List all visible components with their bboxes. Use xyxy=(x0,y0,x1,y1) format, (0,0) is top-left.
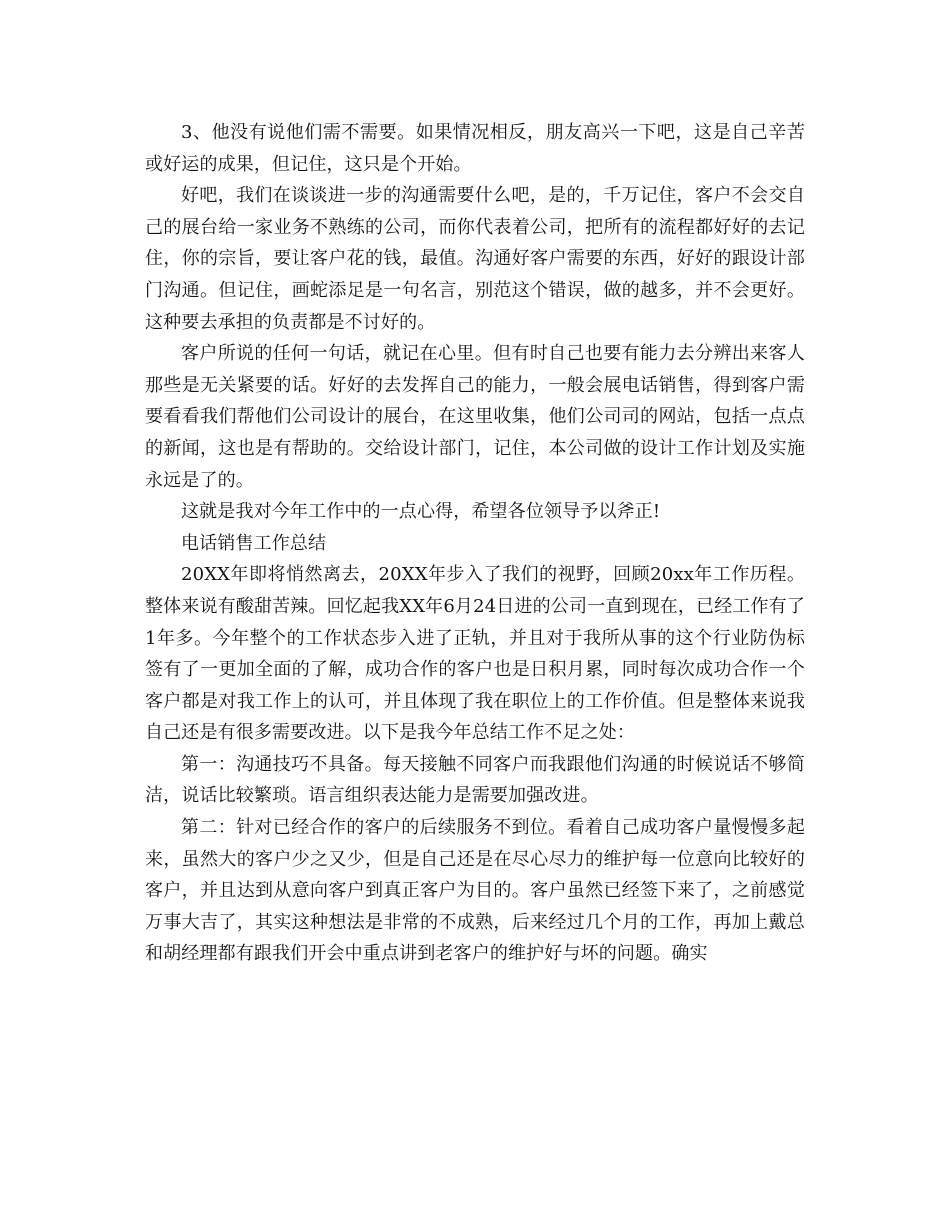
paragraph-5: 20XX年即将悄然离去，20XX年步入了我们的视野，回顾20xx年工作历程。整体来说有酸甜苦辣。回忆起我XX年6月24日进的公司一直到现在，已经工作有了1年多。今年整个的工作状态步入进了正轨，并且对于我所从事的这个行业防伪标签有了一更加全面的了解，成功合作的客户也是日积月累，同时每次成功合作一个客户都是对我工作上的认可，并且体现了我在职位上的工作价值。但是整体来说我自己还是有很多需要改进。以下是我今年总结工作不足之处： xyxy=(145,564,805,744)
paragraph-2: 好吧，我们在谈谈进一步的沟通需要什么吧，是的，千万记住，客户不会交自己的展台给一家业务不熟练的公司，而你代表着公司，把所有的流程都好好的去记住，你的宗旨，要让客户花的钱，最值。沟通好客户需要的东西，好好的跟设计部门沟通。但记住，画蛇添足是一句名言，别范这个错误，做的越多，并不会更好。这种要去承担的负责都是不讨好的。 xyxy=(145,185,805,333)
paragraph-4: 这就是我对今年工作中的一点心得，希望各位领导予以斧正! xyxy=(181,501,661,523)
section-heading: 电话销售工作总结 xyxy=(181,532,327,554)
paragraph-7: 第二：针对已经合作的客户的后续服务不到位。看着自己成功客户量慢慢多起来，虽然大的客户少之又少，但是自己还是在尽心尽力的维护每一位意向比较好的客户，并且达到从意向客户到真正客户为目的。客户虽然已经签下来了，之前感觉万事大吉了，其实这种想法是非常的不成熟，后来经过几个月的工作，再加上戴总和胡经理都有跟我们开会中重点讲到老客户的维护好与坏的问题。确实 xyxy=(145,817,805,965)
document-body xyxy=(145,117,805,970)
paragraph-1: 3、他没有说他们需不需要。如果情况相反，朋友高兴一下吧，这是自己辛苦或好运的成果，但记住，这只是个开始。 xyxy=(145,122,805,175)
paragraph-3: 客户所说的任何一句话，就记在心里。但有时自己也要有能力去分辨出来客人那些是无关紧要的话。好好的去发挥自己的能力，一般会展电话销售，得到客户需要看看我们帮他们公司设计的展台，在这里收集，他们公司司的网站，包括一点点的新闻，这也是有帮助的。交给设计部门，记住，本公司做的设计工作计划及实施永远是了的。 xyxy=(145,343,805,491)
paragraph-6: 第一：沟通技巧不具备。每天接触不同客户而我跟他们沟通的时候说话不够简洁，说话比较繁琐。语言组织表达能力是需要加强改进。 xyxy=(145,753,805,807)
